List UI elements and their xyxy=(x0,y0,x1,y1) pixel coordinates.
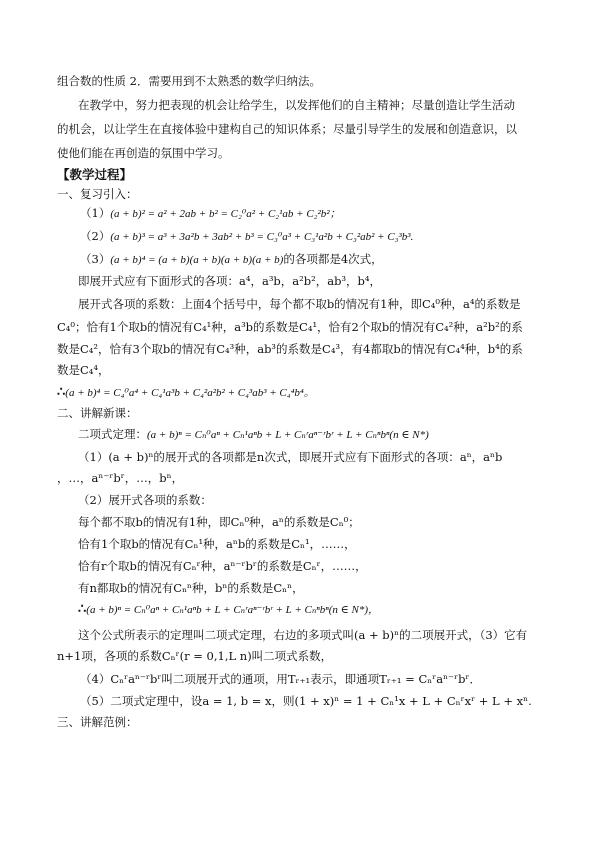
line-text: 有n都取b的情况有Cₙⁿ种，bⁿ的系数是Cₙⁿ， xyxy=(78,581,304,595)
text-line xyxy=(78,601,595,618)
text-line xyxy=(57,470,595,486)
text-line xyxy=(57,145,595,161)
math-formula: (a + b)ⁿ = Cₙ⁰aⁿ + Cₙ¹aⁿb + L + Cₙʳaⁿ⁻ʳbʳ + L + Cₙⁿbⁿ(n ∈ N*) xyxy=(147,429,429,441)
text-line xyxy=(80,671,595,687)
text-line xyxy=(57,73,595,89)
text-line xyxy=(78,296,595,312)
line-text: ，…，aⁿ⁻ʳbʳ，…，bⁿ， xyxy=(57,471,184,485)
text-line xyxy=(78,536,595,552)
line-text: 展开式各项的系数：上面4个括号中，每个都不取b的情况有1种，即C₄⁰种，a⁴的系数是 xyxy=(78,297,521,311)
line-text: （4）Cₙʳaⁿ⁻ʳbʳ叫二项展开式的通项，用Tᵣ₊₁表示，即通项Tᵣ₊₁ = Cₙʳaⁿ⁻ʳbʳ． xyxy=(80,672,481,686)
line-text: 的机会，以让学生在直接体验中建构自己的知识体系；尽量引导学生的发展和创造意识，以 xyxy=(57,122,517,136)
text-line xyxy=(57,341,595,357)
text-line xyxy=(80,228,595,245)
line-text: 二项式定理： xyxy=(78,427,147,441)
line-text: 即展开式应有下面形式的各项：a⁴，a³b，a²b²，ab³，b⁴， xyxy=(78,274,382,288)
line-text: C₄⁰；恰有1个取b的情况有C₄¹种，a³b的系数是C₄¹，恰有2个取b的情况有C₄²种，a²b²的系 xyxy=(57,320,523,334)
line-text: （3） xyxy=(80,252,111,266)
math-formula: (a + b)³ = a³ + 3a²b + 3ab² + b³ = C₃⁰a³ + C₃¹a²b + C₃²ab² + C₃³b³. xyxy=(110,231,414,243)
line-text: （2）展开式各项的系数： xyxy=(78,493,212,507)
line-text: 二、讲解新课： xyxy=(57,406,138,420)
text-line xyxy=(57,167,595,183)
text-line xyxy=(78,449,595,465)
math-formula: (a + b)⁴ = C₄⁰a⁴ + C₄¹a³b + C₄²a²b² + C₄³ab³ + C₄⁴b⁴。 xyxy=(65,387,315,399)
text-line xyxy=(78,97,595,113)
line-text: （1）(a + b)ⁿ的展开式的各项都是n次式，即展开式应有下面形式的各项：aⁿ，aⁿb xyxy=(78,450,503,464)
math-formula: (a + b)⁴ = (a + b)(a + b)(a + b)(a + b) xyxy=(110,254,284,266)
text-line xyxy=(57,121,595,137)
text-line xyxy=(57,714,595,730)
text-line xyxy=(57,319,595,335)
line-text: 这个公式所表示的定理叫二项式定理，右边的多项式叫(a + b)ⁿ的二项展开式，（3）它有 xyxy=(78,628,528,642)
line-text: 使他们能在再创造的氛围中学习。 xyxy=(57,146,230,160)
text-line xyxy=(57,405,595,421)
text-line xyxy=(57,186,595,202)
line-text: n+1项，各项的系数Cₙʳ(r = 0,1,L n)叫二项式系数， xyxy=(57,649,333,663)
text-line xyxy=(80,693,595,709)
math-formula: (a + b)² = a² + 2ab + b² = C₂⁰a² + C₂¹ab + C₂²b²； xyxy=(110,208,341,220)
text-line xyxy=(78,273,595,289)
text-line xyxy=(80,251,595,268)
line-text: 在教学中，努力把表现的机会让给学生，以发挥他们的自主精神；尽量创造让学生活动 xyxy=(78,98,515,112)
therefore-symbol: ∴ xyxy=(57,385,66,400)
therefore-symbol: ∴ xyxy=(78,602,87,617)
line-text: （2） xyxy=(80,229,111,243)
text-line xyxy=(78,426,595,443)
text-line xyxy=(80,205,595,222)
line-text: 组合数的性质 2．需要用到不太熟悉的数学归纳法。 xyxy=(57,74,321,88)
text-line xyxy=(78,492,595,508)
line-text: （1） xyxy=(80,206,111,220)
text-line xyxy=(57,384,595,401)
line-text: 数是C₄⁴， xyxy=(57,363,110,377)
text-line xyxy=(57,362,595,378)
line-text: 数是C₄²，恰有3个取b的情况有C₄³种，ab³的系数是C₄³，有4都取b的情况有C₄⁴种，b⁴的系 xyxy=(57,342,523,356)
text-line xyxy=(78,627,595,643)
line-text: 每个都不取b的情况有1种，即Cₙ⁰种，aⁿ的系数是Cₙ⁰； xyxy=(78,515,360,529)
line-text: 【教学过程】 xyxy=(57,167,133,182)
line-text: 恰有r个取b的情况有Cₙʳ种，aⁿ⁻ʳbʳ的系数是Cₙʳ，……， xyxy=(78,559,367,573)
line-text: 恰有1个取b的情况有Cₙ¹种，aⁿb的系数是Cₙ¹，……， xyxy=(78,537,356,551)
line-text-after: 的各项都是4次式， xyxy=(283,252,383,266)
text-line xyxy=(78,558,595,574)
line-text: 三、讲解范例： xyxy=(57,715,138,729)
math-formula: (a + b)ⁿ = Cₙ⁰aⁿ + Cₙ¹aⁿb + L + Cₙʳaⁿ⁻ʳbʳ + L + Cₙⁿbⁿ(n ∈ N*)， xyxy=(86,604,380,616)
text-line xyxy=(78,514,595,530)
text-line xyxy=(78,580,595,596)
line-text: 一、复习引入： xyxy=(57,187,138,201)
line-text: （5）二项式定理中，设a = 1, b = x，则(1 + x)ⁿ = 1 + Cₙ¹x + L + Cₙʳxʳ + L + xⁿ. xyxy=(80,694,532,708)
text-line xyxy=(57,648,595,664)
